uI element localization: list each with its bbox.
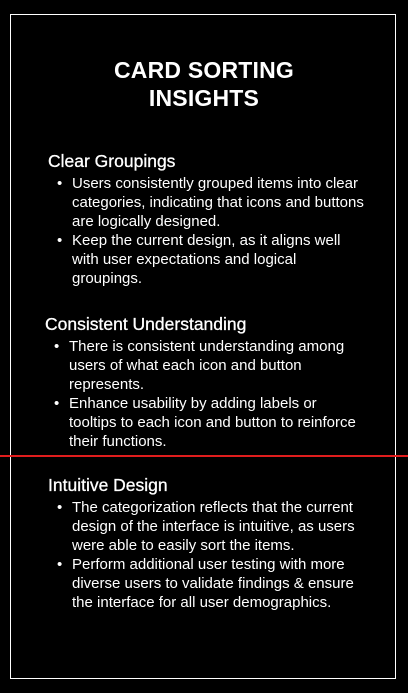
section-consistent-understanding	[45, 313, 365, 451]
section-intuitive-design	[48, 474, 368, 612]
list-item: • There is consistent understanding among users of what each icon and button represents.	[69, 337, 365, 394]
section-heading: Consistent Understanding	[45, 314, 247, 334]
bullet-list	[45, 337, 365, 451]
page-title	[0, 56, 408, 112]
section-heading: Clear Groupings	[48, 151, 176, 171]
bullet-list	[48, 498, 368, 612]
title-line-1: CARD SORTING	[113, 57, 294, 83]
bullet-list	[48, 174, 368, 288]
red-divider-line	[0, 455, 408, 457]
title-line-2: INSIGHTS	[148, 85, 260, 111]
list-item: • Keep the current design, as it aligns well with user expectations and logical groupings.	[72, 231, 368, 288]
list-item: • The categorization reflects that the current design of the interface is intuitive, as users were able to easily sort the items.	[72, 498, 368, 555]
section-heading: Intuitive Design	[48, 475, 168, 495]
list-item: • Users consistently grouped items into clear categories, indicating that icons and buttons are logically designed.	[72, 174, 368, 231]
section-clear-groupings	[48, 150, 368, 288]
list-item: • Enhance usability by adding labels or tooltips to each icon and button to reinforce their functions.	[69, 394, 365, 451]
list-item: • Perform additional user testing with more diverse users to validate findings & ensure the interface for all user demographics.	[72, 555, 368, 612]
